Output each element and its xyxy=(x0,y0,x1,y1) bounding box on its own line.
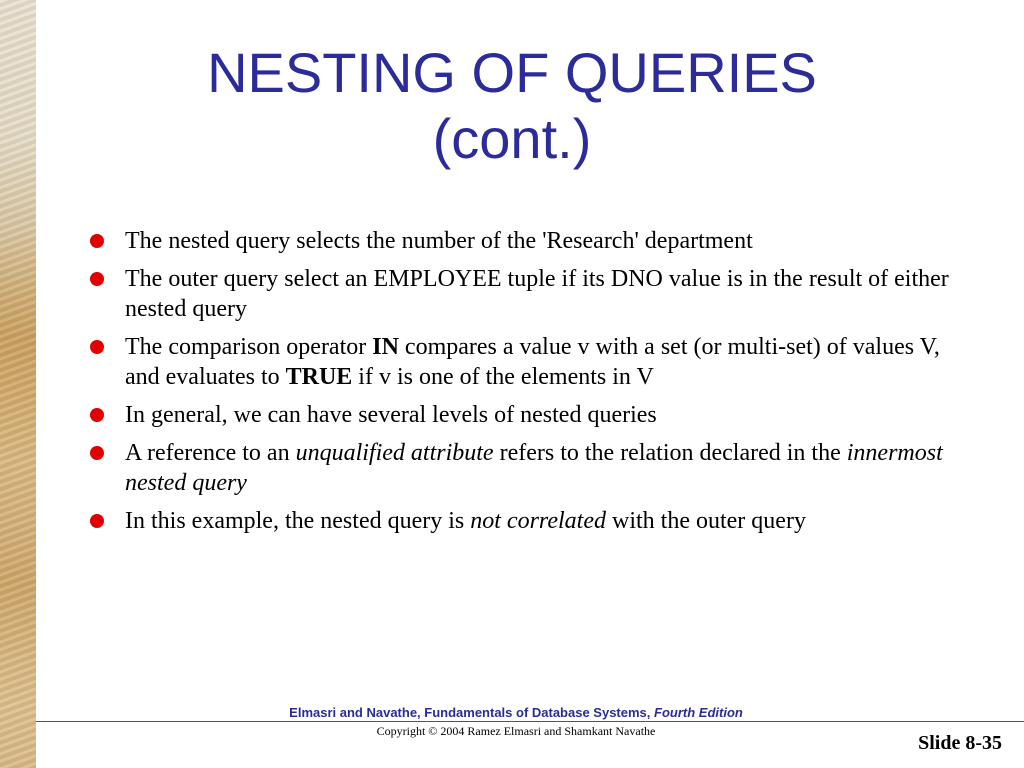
bullet-text: compares a value v with a set (or multi-set) of values V, and evaluates to xyxy=(125,334,940,390)
bullet-item xyxy=(90,400,970,430)
bullet-text: In this example, the nested query is xyxy=(125,508,471,534)
decorative-side-image xyxy=(0,0,36,768)
footer-copyright: Copyright © 2004 Ramez Elmasri and Shamkant Navathe xyxy=(376,724,656,738)
bullet-item xyxy=(90,438,970,498)
footer-book-edition: Fourth Edition xyxy=(654,705,743,720)
bullet-dot-icon xyxy=(90,340,104,354)
bullet-text: with the outer query xyxy=(606,508,806,534)
bullet-list xyxy=(90,226,970,544)
bullet-text: The nested query selects the number of the 'Research' department xyxy=(125,228,753,254)
bullet-text: IN xyxy=(372,334,399,360)
footer-divider xyxy=(36,721,1024,722)
bullet-text: In general, we can have several levels of nested queries xyxy=(125,402,657,428)
bullet-text: TRUE xyxy=(285,364,353,390)
bullet-text: if v is one of the elements in V xyxy=(352,364,654,390)
slide-title-line-1: NESTING OF QUERIES xyxy=(207,41,817,104)
bullet-text: The outer query select an EMPLOYEE tuple if its DNO value is in the result of either nested query xyxy=(125,266,949,322)
bullet-item xyxy=(90,264,970,324)
bullet-text: refers to the relation declared in the xyxy=(493,440,847,466)
slide-title xyxy=(40,40,984,172)
slide-number: Slide 8-35 xyxy=(918,732,1002,754)
bullet-text: unqualified attribute xyxy=(295,440,494,466)
bullet-text: innermost nested query xyxy=(125,440,943,496)
bullet-dot-icon xyxy=(90,514,104,528)
bullet-text: A reference to an xyxy=(125,440,296,466)
footer-book-title: Elmasri and Navathe, Fundamentals of Database Systems, xyxy=(289,705,655,720)
bullet-text: The comparison operator xyxy=(125,334,373,360)
slide-title-line-2: (cont.) xyxy=(432,107,592,170)
bullet-dot-icon xyxy=(90,234,104,248)
bullet-dot-icon xyxy=(90,272,104,286)
bullet-item xyxy=(90,332,970,392)
bullet-dot-icon xyxy=(90,408,104,422)
bullet-item xyxy=(90,506,970,536)
bullet-text: not correlated xyxy=(470,508,606,534)
footer-book-citation xyxy=(0,705,1024,720)
bullet-item xyxy=(90,226,970,256)
bullet-dot-icon xyxy=(90,446,104,460)
